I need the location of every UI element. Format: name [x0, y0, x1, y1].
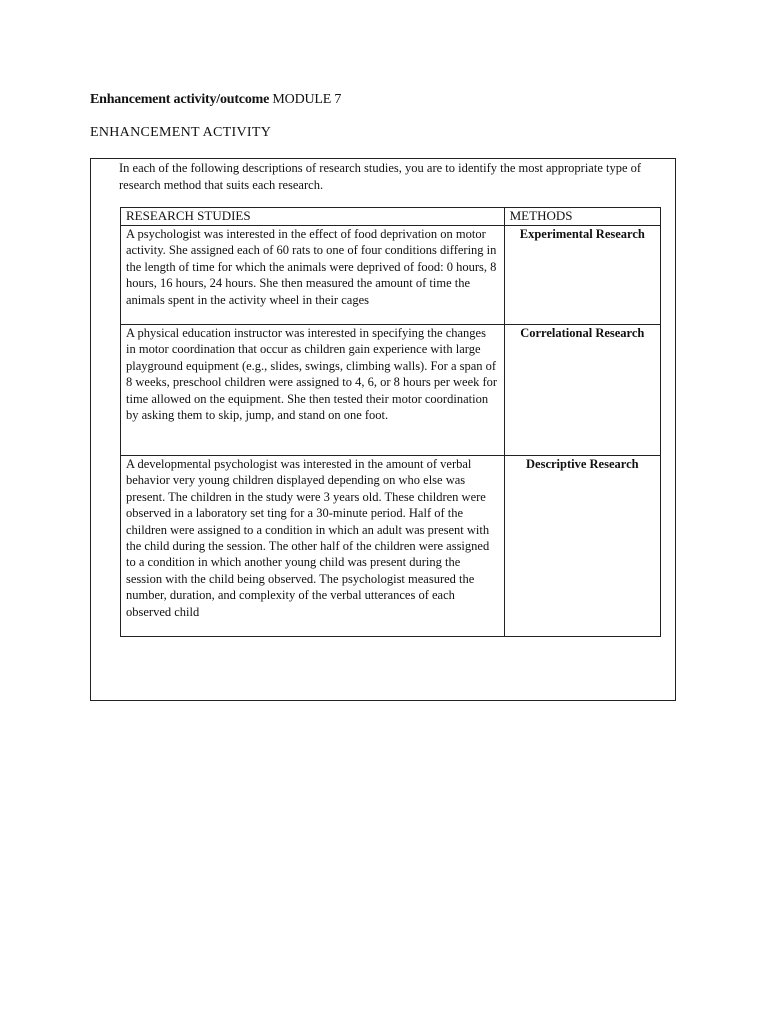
- method-answer: Descriptive Research: [504, 456, 660, 637]
- study-description: A developmental psychologist was interested in the amount of verbal behavior very young children displayed depending on who else was present. The children in the study were 3 years old. These children were observed in a laboratory set ting for a 30-minute period. Half of the children were assigned to a condition in which an adult was present with the child during the session. The other half of the children were assigned to a condition in which another young child was present during the session with the child being observed. The psychologist measured the number, duration, and complexity of the verbal utterances of each observed child: [121, 456, 505, 637]
- table-row: [121, 226, 661, 325]
- document-title-text: Enhancement activity/outcome: [90, 92, 270, 107]
- table-header-row: [121, 208, 661, 226]
- module-label: MODULE 7: [272, 92, 342, 107]
- method-answer: Correlational Research: [504, 325, 660, 456]
- document-title: [90, 92, 341, 108]
- table-row: [121, 456, 661, 637]
- method-answer: Experimental Research: [504, 226, 660, 325]
- instructions-text: In each of the following descriptions of research studies, you are to identify the most appropriate type of research method that suits each research.: [119, 161, 642, 192]
- study-description: A physical education instructor was interested in specifying the changes in motor coordination that occur as children gain experience with large playground equipment (e.g., slides, swings, climbing walls). For a span of 8 weeks, preschool children were assigned to 4, 6, or 8 hours per week for time allowed on the equipment. She then tested their motor coordination by asking them to skip, jump, and stand on one foot.: [121, 325, 505, 456]
- study-description: A psychologist was interested in the effect of food deprivation on motor activity. She assigned each of 60 rats to one of four conditions differing in the length of time for which the animals were deprived of food: 0 hours, 8 hours, 16 hours, 24 hours. She then measured the amount of time the animals spent in the activity wheel in their cages: [121, 226, 505, 325]
- research-table: [120, 207, 661, 637]
- header-methods: METHODS: [504, 208, 660, 226]
- header-research-studies: RESEARCH STUDIES: [121, 208, 505, 226]
- table-row: [121, 325, 661, 456]
- section-heading: ENHANCEMENT ACTIVITY: [90, 125, 272, 140]
